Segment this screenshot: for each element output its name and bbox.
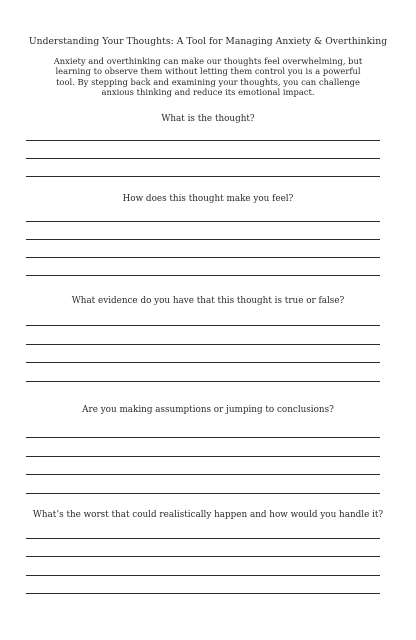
question-1-prompt: What is the thought? xyxy=(161,114,255,124)
answer-line[interactable] xyxy=(26,456,380,457)
answer-line[interactable] xyxy=(26,221,380,222)
answer-line[interactable] xyxy=(26,362,380,363)
answer-line[interactable] xyxy=(26,257,380,258)
question-3-prompt: What evidence do you have that this thought is true or false? xyxy=(71,296,345,306)
answer-line[interactable] xyxy=(26,538,380,539)
answer-line[interactable] xyxy=(26,239,380,240)
answer-line[interactable] xyxy=(26,593,380,594)
question-4-prompt: Are you making assumptions or jumping to conclusions? xyxy=(82,405,334,415)
answer-line[interactable] xyxy=(26,344,380,345)
answer-line[interactable] xyxy=(26,275,380,276)
answer-line[interactable] xyxy=(26,140,380,141)
answer-line[interactable] xyxy=(26,176,380,177)
question-5-prompt: What’s the worst that could realistically happen and how would you handle it? xyxy=(32,510,384,520)
answer-line[interactable] xyxy=(26,493,380,494)
answer-line[interactable] xyxy=(26,158,380,159)
answer-line[interactable] xyxy=(26,575,380,576)
question-2-prompt: How does this thought make you feel? xyxy=(122,194,294,204)
answer-line[interactable] xyxy=(26,381,380,382)
intro-paragraph: Anxiety and overthinking can make our thoughts feel overwhelming, but learning to observe them without letting them control you is a powerful tool. By stepping back and examining your thoughts, you can challenge anxious thinking and reduce its emotional impact. xyxy=(53,56,363,98)
answer-line[interactable] xyxy=(26,437,380,438)
answer-line[interactable] xyxy=(26,325,380,326)
worksheet-title: Understanding Your Thoughts: A Tool for Managing Anxiety & Overthinking xyxy=(28,36,388,47)
answer-line[interactable] xyxy=(26,474,380,475)
answer-line[interactable] xyxy=(26,556,380,557)
